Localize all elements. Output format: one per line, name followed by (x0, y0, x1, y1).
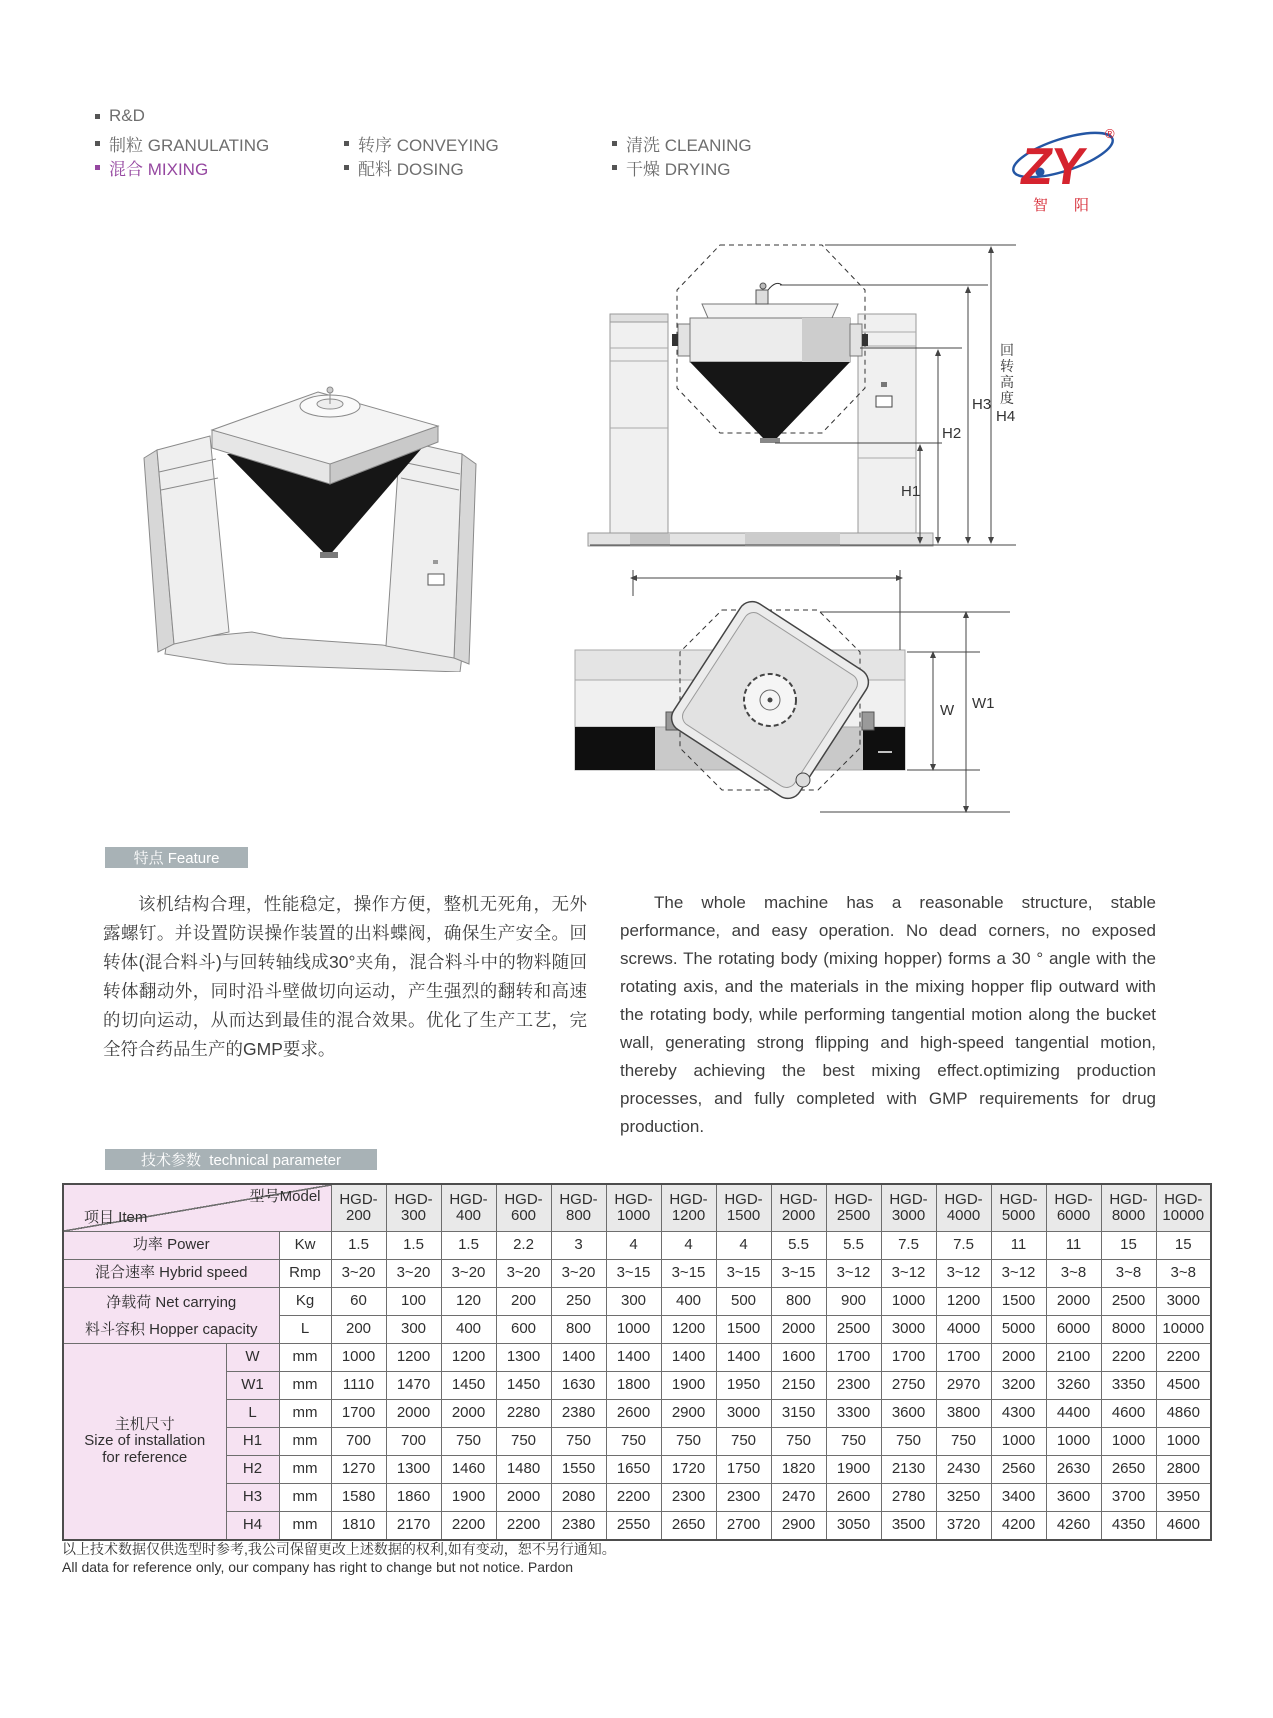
param-value-cell: 1700 (826, 1344, 881, 1372)
param-value-cell: 2500 (1101, 1288, 1156, 1316)
param-value-cell: 2600 (606, 1400, 661, 1428)
top-valve (756, 290, 768, 304)
param-value-cell: 3720 (936, 1512, 991, 1541)
row-label-cell: 功率 Power (63, 1232, 279, 1260)
param-value-cell: 2470 (771, 1484, 826, 1512)
model-header-cell: HGD- 300 (386, 1184, 441, 1232)
param-value-cell: 4 (661, 1232, 716, 1260)
outlet-valve (760, 438, 780, 443)
param-value-cell: 4 (716, 1232, 771, 1260)
param-value-cell: 4000 (936, 1316, 991, 1344)
dim-label-cell: W (226, 1344, 279, 1372)
model-header-cell: HGD- 1500 (716, 1184, 771, 1232)
param-value-cell: 900 (826, 1288, 881, 1316)
top-view-drawing (570, 552, 1090, 847)
param-value-cell: 3260 (1046, 1372, 1101, 1400)
rotation-height-label: 回转高度 (1000, 342, 1014, 406)
param-value-cell: 2430 (936, 1456, 991, 1484)
bullet-icon (344, 165, 349, 170)
param-value-cell: 1200 (441, 1344, 496, 1372)
param-value-cell: 2280 (496, 1400, 551, 1428)
param-value-cell: 1500 (991, 1288, 1046, 1316)
corner-model-label: 型号Model (249, 1188, 321, 1205)
param-value-cell: 1400 (716, 1344, 771, 1372)
param-value-cell: 750 (551, 1428, 606, 1456)
param-value-cell: 1700 (936, 1344, 991, 1372)
param-value-cell: 7.5 (936, 1232, 991, 1260)
table-row (63, 1512, 1211, 1541)
nav-label: 清洗 CLEANING (626, 136, 752, 155)
param-value-cell: 1000 (1156, 1428, 1211, 1456)
param-value-cell: 2000 (441, 1400, 496, 1428)
right-base-block (863, 727, 905, 770)
param-value-cell: 1.5 (386, 1232, 441, 1260)
param-value-cell: 4300 (991, 1400, 1046, 1428)
param-value-cell: 750 (661, 1428, 716, 1456)
param-value-cell: 2170 (386, 1512, 441, 1541)
logo-cn-text: 智阳 (1033, 197, 1116, 214)
param-value-cell: 7.5 (881, 1232, 936, 1260)
row-label-cell: 混合速率 Hybrid speed (63, 1260, 279, 1288)
param-value-cell: 2000 (991, 1344, 1046, 1372)
param-value-cell: 2000 (386, 1400, 441, 1428)
logo-zy-text: ZY (1016, 138, 1088, 196)
param-value-cell: 1600 (771, 1344, 826, 1372)
param-value-cell: 1400 (661, 1344, 716, 1372)
param-value-cell: 4200 (991, 1512, 1046, 1541)
dim-label-cell: L (226, 1400, 279, 1428)
param-value-cell: 2650 (661, 1512, 716, 1541)
param-value-cell: 700 (386, 1428, 441, 1456)
param-value-cell: 1.5 (441, 1232, 496, 1260)
param-value-cell: 3050 (826, 1512, 881, 1541)
disclaimer-cn: 以上技术数据仅供选型时参考,我公司保留更改上述数据的权利,如有变动，恕不另行通知。 (62, 1541, 616, 1557)
param-value-cell: 1460 (441, 1456, 496, 1484)
param-value-cell: 3~8 (1101, 1260, 1156, 1288)
param-value-cell: 3~20 (551, 1260, 606, 1288)
table-row (63, 1344, 1211, 1372)
param-value-cell: 800 (771, 1288, 826, 1316)
param-value-cell: 2750 (881, 1372, 936, 1400)
param-value-cell: 3800 (936, 1400, 991, 1428)
param-value-cell: 2150 (771, 1372, 826, 1400)
param-value-cell: 3500 (881, 1512, 936, 1541)
param-value-cell: 3~20 (331, 1260, 386, 1288)
table-row (63, 1484, 1211, 1512)
param-value-cell: 1400 (551, 1344, 606, 1372)
param-value-cell: 3~15 (606, 1260, 661, 1288)
param-value-cell: 3250 (936, 1484, 991, 1512)
dim-label-cell: W1 (226, 1372, 279, 1400)
param-value-cell: 2970 (936, 1372, 991, 1400)
param-value-cell: 2380 (551, 1512, 606, 1541)
left-base-block (575, 727, 655, 770)
param-value-cell: 1580 (331, 1484, 386, 1512)
param-value-cell: 2200 (441, 1512, 496, 1541)
table-row (63, 1288, 1211, 1316)
model-header-cell: HGD- 800 (551, 1184, 606, 1232)
param-value-cell: 11 (1046, 1232, 1101, 1260)
unit-cell: mm (279, 1456, 331, 1484)
param-value-cell: 5.5 (826, 1232, 881, 1260)
param-value-cell: 4600 (1156, 1512, 1211, 1541)
param-value-cell: 2600 (826, 1484, 881, 1512)
param-value-cell: 15 (1101, 1232, 1156, 1260)
outlet-valve (320, 552, 338, 558)
model-header-cell: HGD- 4000 (936, 1184, 991, 1232)
param-value-cell: 600 (496, 1316, 551, 1344)
param-value-cell: 250 (551, 1288, 606, 1316)
param-value-cell: 1000 (1101, 1428, 1156, 1456)
param-value-cell: 10000 (1156, 1316, 1211, 1344)
param-value-cell: 2900 (661, 1400, 716, 1428)
model-header-cell: HGD- 6000 (1046, 1184, 1101, 1232)
nav-item-rd (95, 106, 145, 126)
nav-label: 制粒 GRANULATING (109, 136, 270, 155)
bullet-icon (612, 141, 617, 146)
table-row (63, 1428, 1211, 1456)
param-value-cell: 200 (496, 1288, 551, 1316)
param-value-cell: 1720 (661, 1456, 716, 1484)
param-value-cell: 4400 (1046, 1400, 1101, 1428)
param-value-cell: 1700 (331, 1400, 386, 1428)
param-value-cell: 60 (331, 1288, 386, 1316)
param-value-cell: 3~20 (441, 1260, 496, 1288)
table-row (63, 1456, 1211, 1484)
param-value-cell: 2900 (771, 1512, 826, 1541)
param-value-cell: 1550 (551, 1456, 606, 1484)
param-value-cell: 1300 (386, 1456, 441, 1484)
dim-label-w: W (940, 702, 955, 719)
param-value-cell: 750 (936, 1428, 991, 1456)
param-value-cell: 4500 (1156, 1372, 1211, 1400)
dim-label-cell: H4 (226, 1512, 279, 1541)
param-value-cell: 3~12 (826, 1260, 881, 1288)
model-header-cell: HGD- 5000 (991, 1184, 1046, 1232)
dim-label-cell: H2 (226, 1456, 279, 1484)
param-value-cell: 3~12 (936, 1260, 991, 1288)
param-value-cell: 3~15 (661, 1260, 716, 1288)
feature-text-cn: 该机结构合理，性能稳定，操作方便，整机无死角，无外露螺钉。并设置防误操作装置的出料蝶阀，确保生产安全。回转体(混合料斗)与回转轴线成30°夹角，混合料斗中的物料随回转体翻动外，同时沿斗壁做切向运动，产生强烈的翻转和高速的切向运动，从而达到最佳的混合效果。优化了生产工艺，完全符合药品生产的GMP要求。 (103, 893, 587, 1059)
param-value-cell: 3200 (991, 1372, 1046, 1400)
table-row (63, 1232, 1211, 1260)
bullet-icon (612, 165, 617, 170)
trunnion (672, 334, 678, 346)
table-row (63, 1400, 1211, 1428)
param-value-cell: 3950 (1156, 1484, 1211, 1512)
unit-cell: mm (279, 1344, 331, 1372)
param-value-cell: 500 (716, 1288, 771, 1316)
param-value-cell: 1810 (331, 1512, 386, 1541)
param-value-cell: 4860 (1156, 1400, 1211, 1428)
bullet-icon (95, 141, 100, 146)
param-value-cell: 3~15 (771, 1260, 826, 1288)
param-value-cell: 2200 (1101, 1344, 1156, 1372)
param-value-cell: 1200 (936, 1288, 991, 1316)
model-header-cell: HGD- 1200 (661, 1184, 716, 1232)
param-value-cell: 5000 (991, 1316, 1046, 1344)
param-value-cell: 3~12 (991, 1260, 1046, 1288)
nav-item-conveying (344, 131, 499, 156)
param-value-cell: 3350 (1101, 1372, 1156, 1400)
param-value-cell: 3600 (1046, 1484, 1101, 1512)
dim-label-h1: H1 (901, 483, 921, 500)
param-value-cell: 2500 (826, 1316, 881, 1344)
param-value-cell: 1630 (551, 1372, 606, 1400)
corner-item-label: 项目 Item (84, 1208, 148, 1226)
param-value-cell: 100 (386, 1288, 441, 1316)
param-value-cell: 1000 (331, 1344, 386, 1372)
param-value-cell: 2630 (1046, 1456, 1101, 1484)
bullet-icon (95, 114, 100, 119)
control-panel (876, 396, 892, 407)
param-value-cell: 200 (331, 1316, 386, 1344)
control-panel (428, 574, 444, 585)
param-value-cell: 2550 (606, 1512, 661, 1541)
trunnion (862, 712, 874, 730)
param-value-cell: 1000 (881, 1288, 936, 1316)
unit-cell: Kw (279, 1232, 331, 1260)
nav-label: 混合 MIXING (109, 160, 209, 179)
param-value-cell: 4600 (1101, 1400, 1156, 1428)
param-value-cell: 2000 (496, 1484, 551, 1512)
param-value-cell: 8000 (1101, 1316, 1156, 1344)
param-value-cell: 3700 (1101, 1484, 1156, 1512)
param-value-cell: 6000 (1046, 1316, 1101, 1344)
param-value-cell: 1700 (881, 1344, 936, 1372)
feature-section-heading: 特点 Feature (105, 847, 248, 868)
dim-label-cell: H3 (226, 1484, 279, 1512)
disclaimer (62, 1540, 616, 1576)
unit-cell: mm (279, 1400, 331, 1428)
param-value-cell: 1400 (606, 1344, 661, 1372)
param-value-cell: 2000 (1046, 1288, 1101, 1316)
trunnion (862, 334, 868, 346)
unit-cell: Kg (279, 1288, 331, 1316)
feature-text-en: The whole machine has a reasonable structure, stable performance, and easy operation. No dead corners, no exposed screws. The rotating body (mixing hopper) forms a 30 ° angle with the rotating axis, and the materials in the mixing hopper flip outward with the rotating body, while performing tangential motion along the bucket wall, generating strong flipping and high-speed tangential motion, thereby achieving the best mixing effect.optimizing production processes, and fully completed with GMP requirements for drug production. (620, 893, 1156, 1136)
nav-item-mixing (95, 155, 208, 180)
size-group-label: 主机尺寸 Size of installation for reference (63, 1344, 226, 1541)
param-value-cell: 750 (771, 1428, 826, 1456)
param-value-cell: 3~20 (386, 1260, 441, 1288)
param-value-cell: 3 (551, 1232, 606, 1260)
dim-label-h4: H4 (996, 408, 1016, 425)
param-value-cell: 1300 (496, 1344, 551, 1372)
param-value-cell: 2.2 (496, 1232, 551, 1260)
unit-cell: L (279, 1316, 331, 1344)
param-value-cell: 1450 (496, 1372, 551, 1400)
param-value-cell: 3300 (826, 1400, 881, 1428)
table-row (63, 1260, 1211, 1288)
model-header-cell: HGD- 600 (496, 1184, 551, 1232)
param-value-cell: 3~12 (881, 1260, 936, 1288)
unit-cell: Rmp (279, 1260, 331, 1288)
param-value-cell: 3000 (881, 1316, 936, 1344)
param-value-cell: 3000 (716, 1400, 771, 1428)
param-value-cell: 3600 (881, 1400, 936, 1428)
outlet-valve (796, 773, 810, 787)
param-value-cell: 3~15 (716, 1260, 771, 1288)
param-value-cell: 750 (606, 1428, 661, 1456)
model-header-cell: HGD- 400 (441, 1184, 496, 1232)
param-value-cell: 2130 (881, 1456, 936, 1484)
param-value-cell: 2200 (496, 1512, 551, 1541)
param-value-cell: 400 (441, 1316, 496, 1344)
dim-label-cell: H1 (226, 1428, 279, 1456)
dim-label-h2: H2 (942, 425, 962, 442)
param-value-cell: 1950 (716, 1372, 771, 1400)
param-value-cell: 2100 (1046, 1344, 1101, 1372)
nav-label: 转序 CONVEYING (358, 136, 499, 155)
param-value-cell: 3~8 (1046, 1260, 1101, 1288)
param-value-cell: 300 (386, 1316, 441, 1344)
param-value-cell: 3~8 (1156, 1260, 1211, 1288)
param-value-cell: 1500 (716, 1316, 771, 1344)
param-value-cell: 1900 (826, 1456, 881, 1484)
company-logo (1005, 110, 1130, 216)
model-header-cell: HGD- 200 (331, 1184, 386, 1232)
param-value-cell: 1200 (661, 1316, 716, 1344)
param-value-cell: 1650 (606, 1456, 661, 1484)
disclaimer-en: All data for reference only, our company has right to change but not notice. Pardon (62, 1559, 574, 1575)
param-value-cell: 2800 (1156, 1456, 1211, 1484)
param-value-cell: 2380 (551, 1400, 606, 1428)
machine-iso-drawing (132, 342, 510, 672)
dim-label-w1: W1 (972, 695, 995, 712)
param-value-cell: 1480 (496, 1456, 551, 1484)
table-corner-cell (63, 1184, 331, 1232)
param-value-cell: 1000 (606, 1316, 661, 1344)
param-value-cell: 1470 (386, 1372, 441, 1400)
param-value-cell: 2780 (881, 1484, 936, 1512)
nav-label: 配料 DOSING (358, 160, 464, 179)
param-value-cell: 2200 (1156, 1344, 1211, 1372)
model-header-cell: HGD- 2000 (771, 1184, 826, 1232)
param-value-cell: 300 (606, 1288, 661, 1316)
dim-label-h3: H3 (972, 396, 992, 413)
param-value-cell: 1450 (441, 1372, 496, 1400)
row-label-cell: 净载荷 Net carrying 料斗容积 Hopper capacity (63, 1288, 279, 1344)
param-value-cell: 4 (606, 1232, 661, 1260)
table-header-row (63, 1184, 1211, 1232)
model-header-cell: HGD- 2500 (826, 1184, 881, 1232)
param-value-cell: 4260 (1046, 1512, 1101, 1541)
unit-cell: mm (279, 1484, 331, 1512)
param-value-cell: 1270 (331, 1456, 386, 1484)
nav-item-granulating (95, 131, 269, 156)
nav-label: R&D (109, 106, 145, 125)
param-value-cell: 3~20 (496, 1260, 551, 1288)
param-value-cell: 700 (331, 1428, 386, 1456)
param-value-cell: 1820 (771, 1456, 826, 1484)
param-value-cell: 1200 (386, 1344, 441, 1372)
param-value-cell: 1750 (716, 1456, 771, 1484)
logo-registered-mark: ® (1105, 126, 1115, 141)
param-value-cell: 750 (716, 1428, 771, 1456)
param-value-cell: 400 (661, 1288, 716, 1316)
model-header-cell: HGD- 8000 (1101, 1184, 1156, 1232)
param-value-cell: 2650 (1101, 1456, 1156, 1484)
param-value-cell: 1000 (1046, 1428, 1101, 1456)
param-value-cell: 1860 (386, 1484, 441, 1512)
table-row (63, 1372, 1211, 1400)
param-value-cell: 1900 (441, 1484, 496, 1512)
nav-label: 干燥 DRYING (626, 160, 731, 179)
param-value-cell: 2000 (771, 1316, 826, 1344)
param-value-cell: 2700 (716, 1512, 771, 1541)
right-pillar (858, 314, 916, 533)
tech-section-heading: 技术参数 technical parameter (105, 1149, 377, 1170)
param-value-cell: 750 (881, 1428, 936, 1456)
param-value-cell: 800 (551, 1316, 606, 1344)
nav-item-cleaning (612, 131, 752, 156)
bullet-icon (344, 141, 349, 146)
param-value-cell: 2560 (991, 1456, 1046, 1484)
nav-item-drying (612, 155, 731, 180)
param-value-cell: 750 (826, 1428, 881, 1456)
param-value-cell: 1900 (661, 1372, 716, 1400)
param-value-cell: 2300 (661, 1484, 716, 1512)
unit-cell: mm (279, 1512, 331, 1541)
param-value-cell: 2080 (551, 1484, 606, 1512)
model-header-cell: HGD- 10000 (1156, 1184, 1211, 1232)
param-value-cell: 1.5 (331, 1232, 386, 1260)
param-value-cell: 2300 (716, 1484, 771, 1512)
param-value-cell: 1800 (606, 1372, 661, 1400)
param-value-cell: 5.5 (771, 1232, 826, 1260)
param-value-cell: 3150 (771, 1400, 826, 1428)
model-header-cell: HGD- 3000 (881, 1184, 936, 1232)
model-header-cell: HGD- 1000 (606, 1184, 661, 1232)
param-value-cell: 1110 (331, 1372, 386, 1400)
param-value-cell: 2300 (826, 1372, 881, 1400)
technical-parameter-table (62, 1183, 1212, 1541)
unit-cell: mm (279, 1428, 331, 1456)
param-value-cell: 120 (441, 1288, 496, 1316)
param-value-cell: 2200 (606, 1484, 661, 1512)
param-value-cell: 11 (991, 1232, 1046, 1260)
param-value-cell: 3400 (991, 1484, 1046, 1512)
param-value-cell: 750 (496, 1428, 551, 1456)
bullet-icon (95, 165, 100, 170)
param-value-cell: 1000 (991, 1428, 1046, 1456)
param-value-cell: 15 (1156, 1232, 1211, 1260)
param-value-cell: 750 (441, 1428, 496, 1456)
nav-item-dosing (344, 155, 464, 180)
param-value-cell: 3000 (1156, 1288, 1211, 1316)
param-value-cell: 4350 (1101, 1512, 1156, 1541)
unit-cell: mm (279, 1372, 331, 1400)
